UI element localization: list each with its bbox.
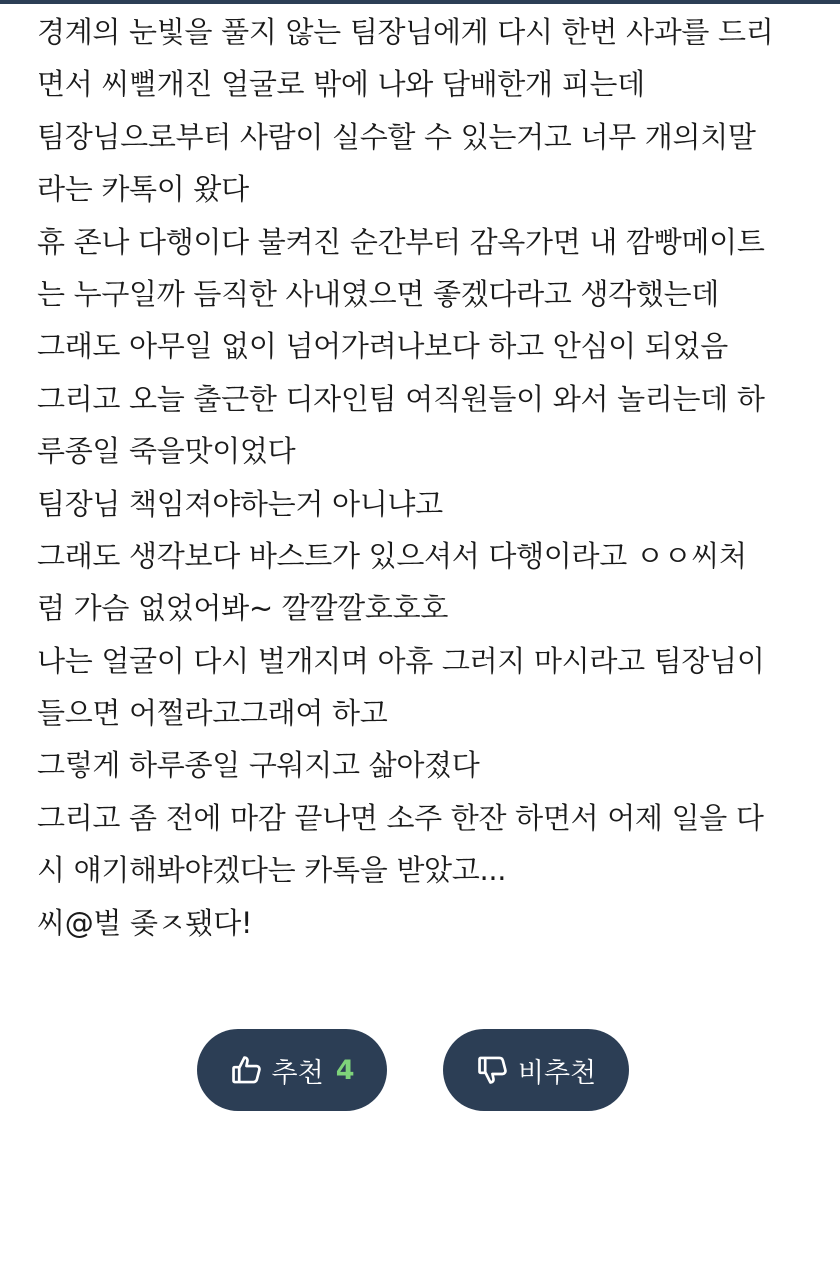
post-line: 휴 존나 다행이다 불켜진 순간부터 감옥가면 내 깜빵메이트 <box>37 224 765 259</box>
post-line: 루종일 죽을맛이었다 <box>37 434 296 469</box>
post-line: 들으면 어쩔라고그래여 하고 <box>37 696 388 731</box>
upvote-count: 4 <box>335 1054 355 1086</box>
downvote-label: 비추천 <box>517 1057 597 1089</box>
post-line: 경계의 눈빛을 풀지 않는 팀장님에게 다시 한번 사과를 드리 <box>37 15 774 49</box>
downvote-button[interactable] <box>443 1029 629 1111</box>
thumbs-up-icon <box>230 1053 264 1087</box>
post-content <box>37 6 827 949</box>
post-line: 씨@벌 좆ㅈ됐다! <box>37 905 253 940</box>
post-line: 그리고 좀 전에 마감 끝나면 소주 한잔 하면서 어제 일을 다 <box>37 800 764 835</box>
vote-bar <box>0 1029 840 1113</box>
upvote-button[interactable] <box>197 1029 387 1111</box>
post-line: 면서 씨뻘개진 얼굴로 밖에 나와 담배한개 피는데 <box>37 67 645 102</box>
post-line: 팀장님 책임져야하는거 아니냐고 <box>37 486 443 521</box>
post-line: 그래도 생각보다 바스트가 있으셔서 다행이라고 ㅇㅇ씨처 <box>37 538 747 573</box>
thumbs-down-icon <box>476 1053 510 1087</box>
post-line: 럼 가슴 없었어봐~ 깔깔깔호호호 <box>37 591 449 626</box>
upvote-label: 추천 <box>271 1057 324 1089</box>
top-divider <box>0 0 840 4</box>
post-line: 팀장님으로부터 사람이 실수할 수 있는거고 너무 개의치말 <box>37 119 756 154</box>
post-line: 나는 얼굴이 다시 벌개지며 아휴 그러지 마시라고 팀장님이 <box>37 643 765 678</box>
post-line: 라는 카톡이 왔다 <box>37 172 249 207</box>
post-line: 그리고 오늘 출근한 디자인팀 여직원들이 와서 놀리는데 하 <box>37 381 765 416</box>
post-line: 시 얘기해봐야겠다는 카톡을 받았고... <box>37 853 507 888</box>
post-line: 그렇게 하루종일 구워지고 삶아졌다 <box>37 748 480 783</box>
post-line: 그래도 아무일 없이 넘어가려나보다 하고 안심이 되었음 <box>37 329 728 364</box>
post-line: 는 누구일까 듬직한 사내였으면 좋겠다라고 생각했는데 <box>37 276 720 311</box>
